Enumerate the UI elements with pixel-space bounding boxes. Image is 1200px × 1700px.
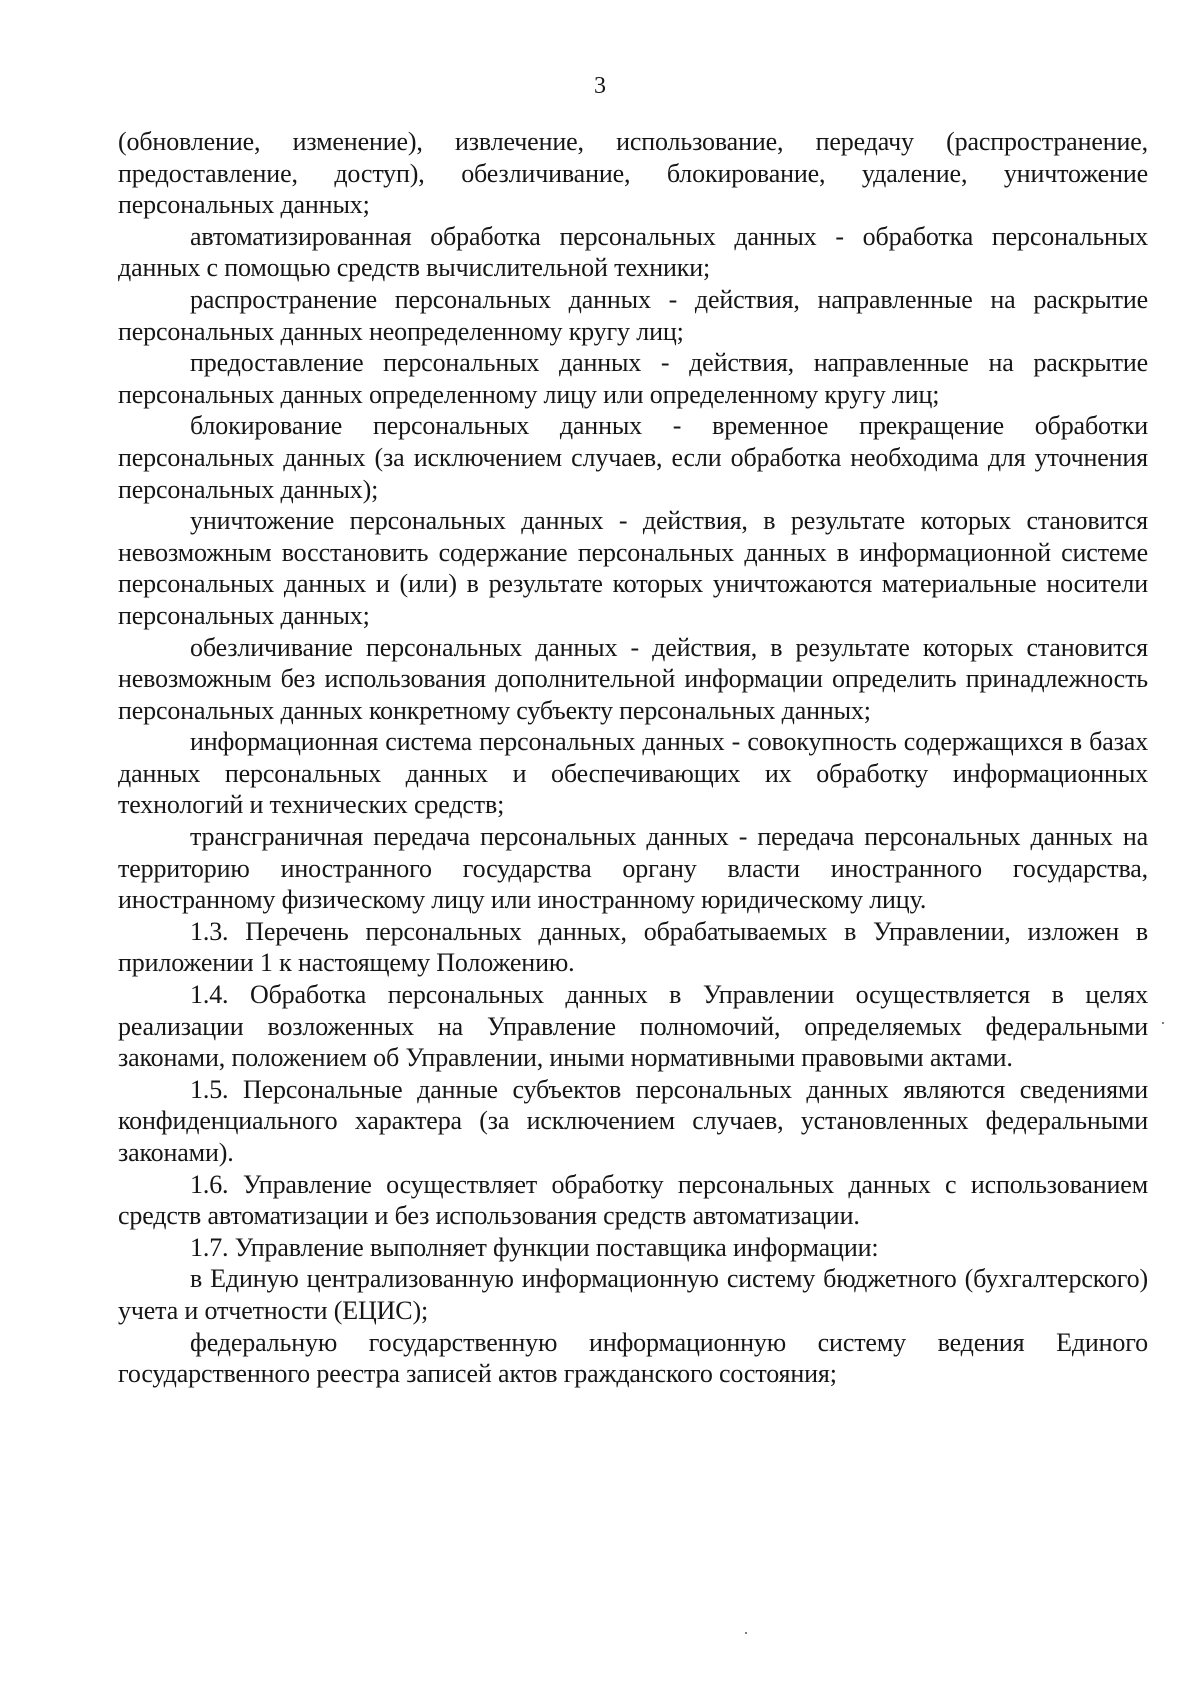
- paragraph-information-system: информационная система персональных данных - совокупность содержащихся в базах данных персональных данных и обеспечивающих их обработку информационных технологий и технических средств;: [118, 727, 1148, 820]
- paragraph-civil-registry: федеральную государственную информационную систему ведения Единого государственного реестра записей актов гражданского состояния;: [118, 1327, 1148, 1389]
- page-number: 3: [594, 73, 606, 99]
- paragraph-destruction: уничтожение персональных данных - действия, в результате которых становится невозможным восстановить содержание персональных данных в информационной системе персональных данных и (или) в результате которых уничтожаются материальные носители персональных данных;: [118, 506, 1148, 630]
- paragraph-distribution: распространение персональных данных - действия, направленные на раскрытие персональных данных неопределенному кругу лиц;: [118, 284, 1148, 346]
- paragraph-1-6: 1.6. Управление осуществляет обработку персональных данных с использованием средств автоматизации и без использования средств автоматизации.: [118, 1169, 1148, 1231]
- paragraph-1-5: 1.5. Персональные данные субъектов персональных данных являются сведениями конфиденциального характера (за исключением случаев, установленных федеральными законами).: [118, 1074, 1148, 1167]
- paragraph-continuation: (обновление, изменение), извлечение, использование, передачу (распространение, предоставление, доступ), обезличивание, блокирование, удаление, уничтожение персональных данных;: [118, 127, 1148, 220]
- paragraph-1-3: 1.3. Перечень персональных данных, обрабатываемых в Управлении, изложен в приложении 1 к настоящему Положению.: [118, 916, 1148, 978]
- paragraph-blocking: блокирование персональных данных - временное прекращение обработки персональных данных (за исключением случаев, если обработка необходима для уточнения персональных данных);: [118, 411, 1148, 504]
- scan-speck: [745, 1632, 747, 1634]
- paragraph-ecis: в Единую централизованную информационную систему бюджетного (бухгалтерского) учета и отчетности (ЕЦИС);: [118, 1264, 1148, 1325]
- paragraph-1-7: 1.7. Управление выполняет функции поставщика информации:: [190, 1232, 879, 1262]
- document-body: [118, 126, 1148, 1390]
- paragraph-cross-border-transfer: трансграничная передача персональных данных - передача персональных данных на территорию иностранного государства органу власти иностранного государства, иностранному физическому лицу или иностранному юридическому лицу.: [118, 822, 1148, 915]
- paragraph-depersonalization: обезличивание персональных данных - действия, в результате которых становится невозможным без использования дополнительной информации определить принадлежность персональных данных конкретному субъекту персональных данных;: [118, 632, 1148, 725]
- paragraph-1-4: 1.4. Обработка персональных данных в Управлении осуществляется в целях реализации возложенных на Управление полномочий, определяемых федеральными законами, положением об Управлении, иными нормативными правовыми актами.: [118, 980, 1148, 1073]
- paragraph-automated-processing: автоматизированная обработка персональных данных - обработка персональных данных с помощью средств вычислительной техники;: [118, 221, 1148, 283]
- paragraph-provision: предоставление персональных данных - действия, направленные на раскрытие персональных данных определенному лицу или определенному кругу лиц;: [118, 348, 1148, 409]
- scan-speck: [1162, 1022, 1164, 1024]
